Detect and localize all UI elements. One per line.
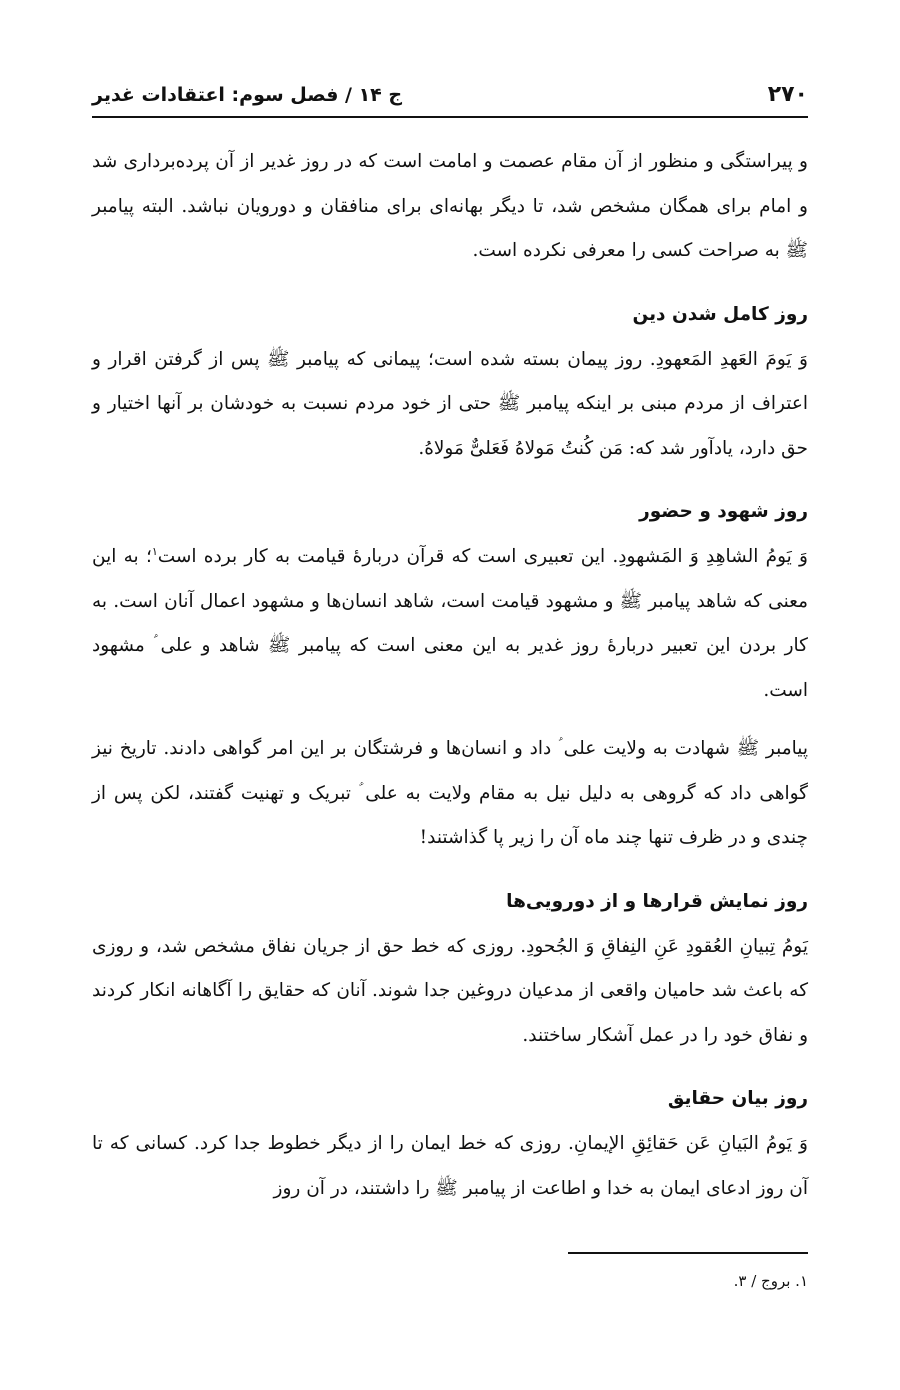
intro-paragraph: و پیراستگی و منظور از آن مقام عصمت و امامت است که در روز غدیر از آن پرده‌برداری شد و امام برای همگان مشخص شد، تا دیگر بهانه‌ای برای منافقان و دورویان نباشد. البته پیامبر ﷺ به صراحت کسی را معرفی نکرده است. <box>92 151 808 261</box>
header-rule <box>92 116 808 118</box>
section-heading: روز بیان حقایق <box>667 1088 808 1109</box>
paragraph-gap <box>92 713 808 727</box>
section-hypocrisy <box>92 879 808 1059</box>
book-page <box>92 0 808 1390</box>
page-header <box>92 70 808 110</box>
page-number: ۲۷۰ <box>767 82 808 107</box>
paragraph-text-end: ؛ به این معنی که شاهد پیامبر ﷺ و مشهود قیامت است، شاهد انسان‌ها و مشهود اعمال آنان است. به کار بردن این تعبیر دربارهٔ روز غدیر به این معنی است که پیامبر ﷺ شاهد و علی ؑ مشهود است. <box>92 546 808 701</box>
footnote-marker[interactable]: ۱ <box>151 544 158 558</box>
section-heading: روز شهود و حضور <box>639 501 808 522</box>
section-paragraph: وَ یَومُ البَیانِ عَن حَقائِقِ الإیمانِ. روزی که خط ایمان را از دیگر خطوط جدا کرد. کسانی که تا آن روز ادعای ایمان به خدا و اطاعت از پیامبر ﷺ را داشتند، در آن روز <box>92 1133 808 1199</box>
section-witness <box>92 489 808 861</box>
paragraph-text-start: وَ یَومُ الشاهِدِ وَ المَشهودِ. این تعبیری است که قرآن دربارهٔ قیامت به کار برده است <box>157 546 808 567</box>
running-title: ج ۱۴ / فصل سوم: اعتقادات غدیر <box>92 84 403 106</box>
section-heading: روز کامل شدن دین <box>632 303 808 325</box>
footnote-rule <box>568 1252 808 1254</box>
section-complete-religion <box>92 292 808 472</box>
section-paragraph: پیامبر ﷺ شهادت به ولایت علی ؑ داد و انسان‌ها و فرشتگان بر این امر گواهی دادند. تاریخ نیز گواهی داد که گروهی به دلیل نیل به مقام ولایت به علی ؑ تبریک و تهنیت گفتند، لکن پس از چندی و در ظرف تنها چند ماه آن را زیر پا گذاشتند! <box>92 738 808 848</box>
section-paragraph: یَومُ تِبیانِ العُقودِ عَنِ النِفاقِ وَ الجُحودِ. روزی که خط حق از جریان نفاق مشخص شد، و روزی که باعث شد حامیان واقعی از مدعیان دروغین جدا شوند. آنان که حقایق را آگاهانه انکار کردند و نفاق خود را در عمل آشکار ساختند. <box>92 935 808 1046</box>
section-truths <box>92 1076 808 1211</box>
footnote: ۱. بروج / ۳. <box>733 1272 808 1290</box>
page-body <box>92 140 808 1211</box>
section-paragraph: وَ یَومَ العَهدِ المَعهودِ. روز پیمان بسته شده است؛ پیمانی که پیامبر ﷺ پس از گرفتن اقرار و اعتراف از مردم مبنی بر اینکه پیامبر ﷺ حتی از خود مردم نسبت به خودشان بر آنها اختیار و حق دارد، یادآور شد که: مَن کُنتُ مَولاهُ فَعَلیٌّ مَولاهُ. <box>92 348 808 459</box>
section-heading: روز نمایش قرارها و از دورویی‌ها <box>506 890 808 912</box>
section-paragraph <box>92 535 808 713</box>
